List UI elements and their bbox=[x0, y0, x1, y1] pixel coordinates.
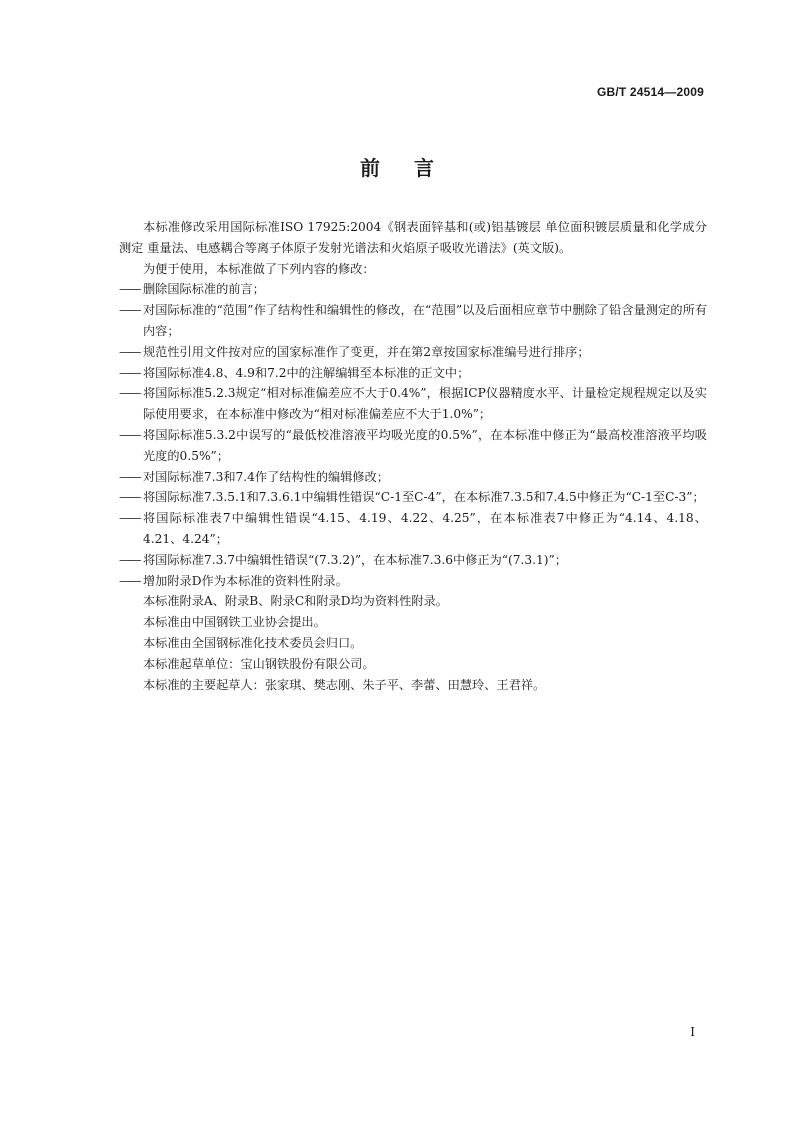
dash-marker: —— bbox=[119, 552, 140, 567]
list-item bbox=[119, 508, 707, 550]
list-item bbox=[119, 571, 707, 592]
dash-marker: —— bbox=[119, 511, 140, 526]
closing-paragraph: 本标准的主要起草人：张家琪、樊志刚、朱子平、李蕾、田慧玲、王君祥。 bbox=[143, 677, 546, 692]
list-item-text: 将国际标准4.8、4.9和7.2中的注解编辑至本标准的正文中； bbox=[143, 365, 470, 380]
list-item bbox=[119, 467, 707, 488]
list-item bbox=[119, 342, 707, 363]
list-item bbox=[119, 363, 707, 384]
list-item bbox=[119, 300, 707, 342]
list-item-text: 将国际标准7.3.7中编辑性错误“(7.3.2)”，在本标准7.3.6中修正为“(7.3.1)”； bbox=[143, 552, 567, 567]
list-item-text: 对国际标准7.3和7.4作了结构性的编辑修改； bbox=[143, 469, 389, 484]
intro-paragraph: 本标准修改采用国际标准ISO 17925:2004《钢表面锌基和(或)铝基镀层 单位面积镀层质量和化学成分测定 重量法、电感耦合等离子体原子发射光谱法和火焰原子吸收光谱法》(英文版)。 bbox=[119, 220, 707, 255]
list-item-text: 将国际标准5.2.3规定“相对标准偏差应不大于0.4%”，根据ICP仪器精度水平、计量检定规程规定以及实际使用要求，在本标准中修改为“相对标准偏差应不大于1.0%”； bbox=[143, 386, 707, 422]
list-item bbox=[119, 425, 707, 467]
closing-paragraph: 本标准附录A、附录B、附录C和附录D均为资料性附录。 bbox=[143, 594, 448, 609]
closing-paragraph: 本标准由中国钢铁工业协会提出。 bbox=[143, 615, 326, 630]
preface-body bbox=[119, 217, 707, 695]
closing-paragraph: 本标准起草单位：宝山钢铁股份有限公司。 bbox=[143, 656, 375, 671]
list-item bbox=[119, 279, 707, 300]
dash-marker: —— bbox=[119, 427, 140, 442]
list-item-text: 将国际标准表7中编辑性错误“4.15、4.19、4.22、4.25”，在本标准表7中修正为“4.14、4.18、4.21、4.24”； bbox=[143, 511, 707, 546]
dash-marker: —— bbox=[119, 386, 140, 401]
list-item-text: 对国际标准的“范围”作了结构性和编辑性的修改，在“范围”以及后面相应章节中删除了铅含量测定的所有内容； bbox=[143, 303, 707, 338]
dash-marker: —— bbox=[119, 490, 140, 505]
list-item-text: 将国际标准5.3.2中误写的“最低校准溶液平均吸光度的0.5%”，在本标准中修正为“最高校准溶液平均吸光度的0.5%”； bbox=[143, 427, 707, 463]
dash-marker: —— bbox=[119, 469, 140, 484]
dash-marker: —— bbox=[119, 303, 140, 318]
dash-marker: —— bbox=[119, 573, 140, 588]
page-title: 前言 bbox=[360, 156, 468, 180]
list-item bbox=[119, 550, 707, 571]
dash-marker: —— bbox=[119, 365, 140, 380]
list-item-text: 将国际标准7.3.5.1和7.3.6.1中编辑性错误“C-1至C-4”，在本标准7.3.5和7.4.5中修正为“C-1至C-3”； bbox=[143, 490, 705, 505]
list-item-text: 增加附录D作为本标准的资料性附录。 bbox=[143, 573, 348, 588]
standard-number: GB/T 24514—2009 bbox=[596, 85, 704, 99]
closing-paragraph: 本标准由全国钢标准化技术委员会归口。 bbox=[143, 635, 363, 650]
list-item-text: 删除国际标准的前言； bbox=[143, 282, 265, 297]
modification-list bbox=[119, 279, 707, 591]
list-item bbox=[119, 487, 707, 508]
dash-marker: —— bbox=[119, 282, 140, 297]
page-number: I bbox=[690, 1025, 695, 1039]
list-item-text: 规范性引用文件按对应的国家标准作了变更，并在第2章按国家标准编号进行排序； bbox=[143, 344, 590, 359]
list-item bbox=[119, 383, 707, 425]
intro-paragraph: 为便于使用，本标准做了下列内容的修改： bbox=[143, 261, 375, 276]
dash-marker: —— bbox=[119, 344, 140, 359]
